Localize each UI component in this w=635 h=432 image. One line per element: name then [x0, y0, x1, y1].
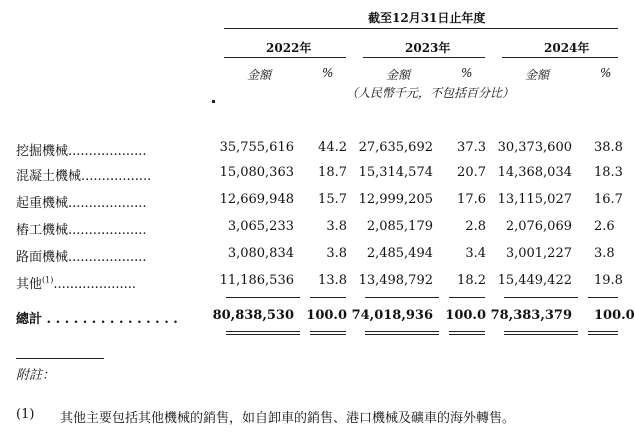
amount-label-2023: 金額 — [386, 68, 411, 82]
amount-2024: 15,449,422 — [497, 273, 572, 288]
total-pct-2024: 100.0 — [594, 308, 635, 323]
marker-dot — [212, 100, 215, 103]
subtotal-rule — [449, 297, 485, 298]
amount-2023: 27,635,692 — [358, 140, 433, 155]
pct-2023: 18.2 — [457, 273, 486, 288]
total-row — [0, 308, 635, 328]
unit-note: （人民幣千元，不包括百分比） — [346, 86, 515, 100]
pct-2024: 3.8 — [594, 246, 615, 261]
amount-2024: 2,076,069 — [505, 219, 572, 234]
pct-2024: 19.8 — [594, 273, 623, 288]
amount-label-2022: 金額 — [247, 68, 272, 82]
subtotal-rule — [226, 297, 300, 298]
total-pct-2023: 100.0 — [445, 308, 486, 323]
table-row — [0, 273, 623, 293]
table-row — [0, 219, 618, 239]
row-label: 樁工機械................... — [16, 223, 147, 238]
year-rule-2023 — [363, 57, 485, 58]
year-rule-2022 — [224, 57, 346, 58]
pct-2022: 3.8 — [326, 219, 347, 234]
pct-2023: 17.6 — [457, 192, 486, 207]
pct-2023: 37.3 — [457, 140, 486, 155]
total-rule — [365, 334, 439, 335]
amount-2022: 3,065,233 — [227, 219, 294, 234]
footnote-rule — [16, 358, 104, 359]
amount-2022: 35,755,616 — [219, 140, 294, 155]
table-row — [0, 140, 623, 160]
pct-2023: 2.8 — [465, 219, 486, 234]
pct-label-2023: % — [461, 66, 473, 80]
subtotal-rule — [365, 297, 439, 298]
amount-2023: 15,314,574 — [358, 165, 433, 180]
total-pct-2022: 100.0 — [306, 308, 347, 323]
year-2022: 2022年 — [266, 41, 312, 55]
footnote-ref: (1) — [42, 275, 54, 285]
total-rule — [588, 331, 618, 332]
total-rule — [365, 331, 439, 332]
amount-2022: 11,186,536 — [219, 273, 294, 288]
row-label: 路面機械................... — [16, 250, 147, 265]
amount-2022: 15,080,363 — [219, 165, 294, 180]
pct-2023: 3.4 — [465, 246, 486, 261]
amount-label-2024: 金額 — [525, 68, 550, 82]
subtotal-rule — [504, 297, 578, 298]
pct-2022: 44.2 — [318, 140, 347, 155]
footnote-number: (1) — [16, 407, 35, 422]
amount-2022: 3,080,834 — [227, 246, 294, 261]
amount-2023: 2,085,179 — [366, 219, 433, 234]
amount-2023: 12,999,205 — [358, 192, 433, 207]
footnote-text: 其他主要包括其他機械的銷售，如自卸車的銷售、港口機械及礦車的海外轉售。 — [60, 411, 516, 426]
pct-2022: 15.7 — [318, 192, 347, 207]
total-rule — [226, 331, 300, 332]
pct-label-2022: % — [322, 66, 334, 80]
amount-2023: 13,498,792 — [358, 273, 433, 288]
total-rule — [504, 331, 578, 332]
pct-2024: 16.7 — [594, 192, 623, 207]
header-rule — [224, 28, 618, 29]
amount-2024: 3,001,227 — [505, 246, 572, 261]
table-row — [0, 246, 618, 266]
pct-2024: 18.3 — [594, 165, 623, 180]
total-rule — [226, 334, 300, 335]
year-2024: 2024年 — [544, 41, 590, 55]
subtotal-rule — [310, 297, 346, 298]
total-rule — [449, 334, 485, 335]
year-2023: 2023年 — [405, 41, 451, 55]
total-label: 總計 . . . . . . . . . . . . . . . — [16, 312, 178, 327]
row-label: 挖掘機械................... — [16, 144, 147, 159]
year-rule-2024 — [502, 57, 618, 58]
pct-2022: 13.8 — [318, 273, 347, 288]
pct-2022: 3.8 — [326, 246, 347, 261]
subtotal-rule — [588, 297, 618, 298]
footnote-title: 附註： — [16, 368, 56, 383]
pct-2024: 38.8 — [594, 140, 623, 155]
total-rule — [310, 331, 346, 332]
pct-2022: 18.7 — [318, 165, 347, 180]
period-heading: 截至12月31日止年度 — [368, 11, 486, 25]
total-rule — [588, 334, 618, 335]
row-label: 起重機械................... — [16, 196, 147, 211]
table-row — [0, 192, 623, 212]
pct-2024: 2.6 — [594, 219, 615, 234]
total-2022: 80,838,530 — [212, 308, 294, 323]
amount-2022: 12,669,948 — [219, 192, 294, 207]
total-rule — [504, 334, 578, 335]
total-rule — [449, 331, 485, 332]
total-rule — [310, 334, 346, 335]
total-2024: 78,383,379 — [490, 308, 572, 323]
amount-2023: 2,485,494 — [366, 246, 433, 261]
row-label: 其他$^{(1)}$.................... — [16, 275, 137, 292]
table-row — [0, 165, 623, 185]
pct-2023: 20.7 — [457, 165, 486, 180]
row-label: 混凝土機械................. — [16, 169, 152, 184]
pct-label-2024: % — [600, 66, 612, 80]
amount-2024: 13,115,027 — [497, 192, 572, 207]
amount-2024: 14,368,034 — [497, 165, 572, 180]
total-2023: 74,018,936 — [351, 308, 433, 323]
amount-2024: 30,373,600 — [497, 140, 572, 155]
